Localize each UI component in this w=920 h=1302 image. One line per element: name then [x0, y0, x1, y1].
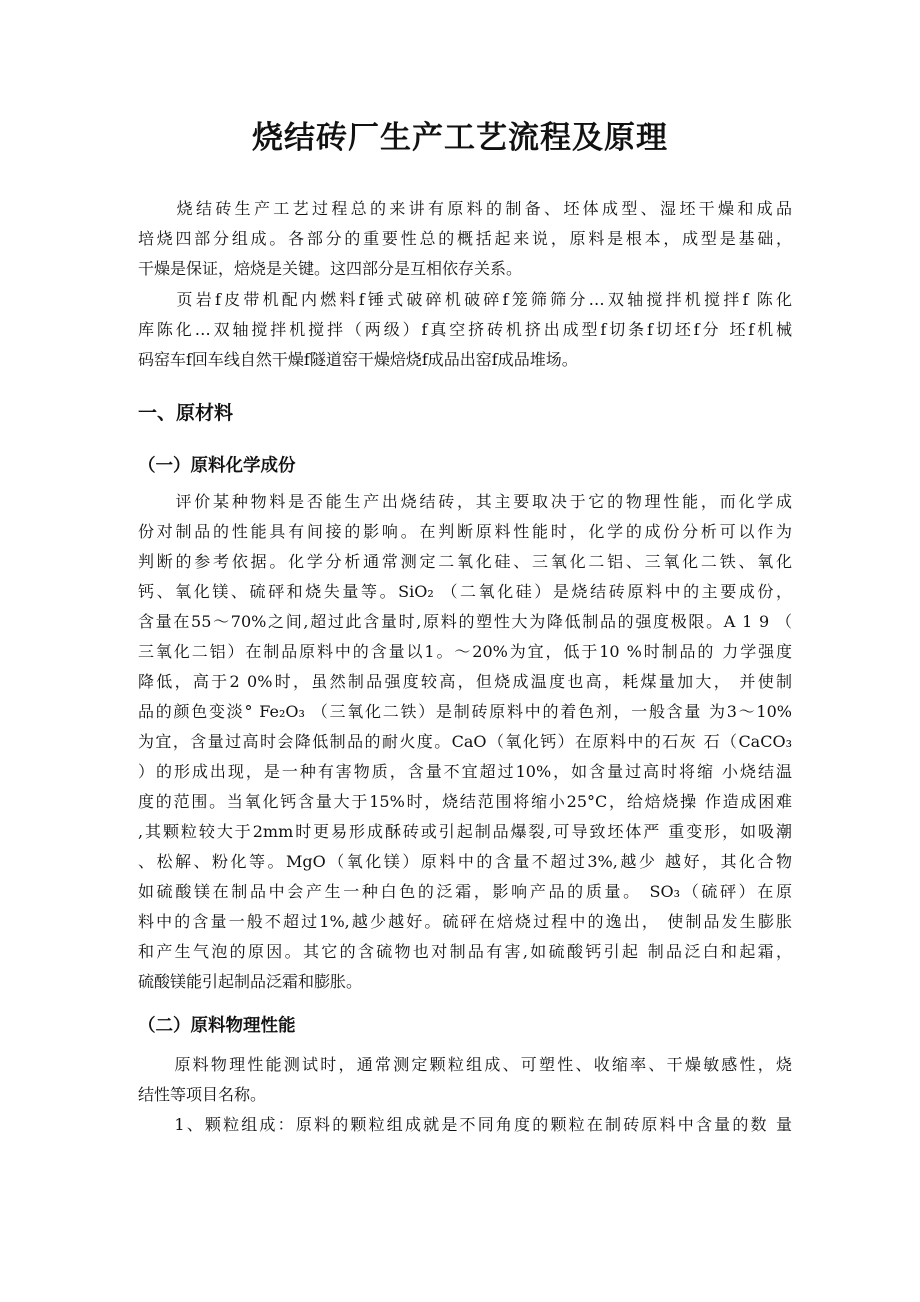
- document-title: 烧结砖厂生产工艺流程及原理: [252, 120, 668, 156]
- text-line: 度的范围。当氧化钙含量大于15%时，烧结范围将缩小25°C，给焙烧操 作造成困难: [138, 792, 792, 811]
- text-line: 料中的含量一般不超过1%,越少越好。硫砰在焙烧过程中的逸出， 使制品发生膨胀: [138, 912, 792, 931]
- text-line: 评价某种物料是否能生产出烧结砖，其主要取决于它的物理性能，而化学成: [138, 492, 792, 511]
- text-line: 降低，高于2 0%时，虽然制品强度较高，但烧成温度也高，耗煤量加大， 并使制: [138, 672, 792, 691]
- text-line: 三氧化二铝）在制品原料中的含量以1。〜20%为宜，低于10 %时制品的 力学强度: [138, 642, 792, 661]
- intro-paragraph: [138, 194, 792, 284]
- text-line: 为宜，含量过高时会降低制品的耐火度。CaO（氧化钙）在原料中的石灰 石（CaCO₃: [138, 732, 792, 751]
- physical-properties-paragraph: [138, 1050, 792, 1140]
- text-line: 和产生气泡的原因。其它的含硫物也对制品有害,如硫酸钙引起 制品泛白和起霜，: [138, 942, 792, 961]
- text-line: 库陈化…双轴搅拌机搅拌（两级）f真空挤砖机挤出成型f切条f切坯f分 坯f机械: [138, 320, 792, 339]
- text-line: 1、颗粒组成：原料的颗粒组成就是不同角度的颗粒在制砖原料中含量的数 量: [138, 1115, 792, 1134]
- text-line: 钙、氧化镁、硫砰和烧失量等。SiO₂ （二氧化硅）是烧结砖原料中的主要成份，: [138, 582, 792, 601]
- subsection-heading-chemical: （一）原料化学成份: [138, 456, 296, 476]
- text-line: ）的形成出现，是一种有害物质，含量不宜超过10%，如含量过高时将缩 小烧结温: [138, 762, 792, 781]
- text-line: 、松解、粉化等。MgO（氧化镁）原料中的含量不超过3%,越少 越好，其化合物: [138, 852, 792, 871]
- text-line: 码窑车f回车线自然干燥f隧道窑干燥焙烧f成品出窑f成品堆场。: [138, 350, 578, 369]
- text-line: 结性等项目名称。: [138, 1085, 267, 1104]
- subsection-heading-physical: （二）原料物理性能: [138, 1016, 296, 1036]
- chemical-composition-paragraph: [138, 487, 792, 997]
- text-line: 含量在55〜70%之间,超过此含量时,原料的塑性大为降低制品的强度极限。A 1 9 （: [138, 612, 792, 631]
- text-line: 判断的参考依据。化学分析通常测定二氧化硅、三氧化二铝、三氧化二铁、氧化: [138, 552, 792, 571]
- text-line: ,其颗粒较大于2mm时更易形成酥砖或引起制品爆裂,可导致坯体严 重变形，如吸潮: [138, 822, 792, 841]
- text-line: 干燥是保证，焙烧是关键。这四部分是互相依存关系。: [138, 259, 523, 278]
- text-line: 硫酸镁能引起制品泛霜和膨胀。: [138, 972, 363, 991]
- text-line: 培烧四部分组成。各部分的重要性总的概括起来说，原料是根本，成型是基础，: [138, 229, 792, 248]
- text-line: 页岩f皮带机配内燃料f锤式破碎机破碎f笼筛筛分…双轴搅拌机搅拌f 陈化: [138, 290, 792, 309]
- text-line: 品的颜色变淡° Fe₂O₃ （三氧化二铁）是制砖原料中的着色剂，一般含量 为3〜10%: [138, 702, 792, 721]
- text-line: 原料物理性能测试时，通常测定颗粒组成、可塑性、收缩率、干燥敏感性，烧: [138, 1055, 792, 1074]
- section-heading: 一、原材料: [138, 402, 234, 424]
- text-line: 份对制品的性能具有间接的影响。在判断原料性能时，化学的成份分析可以作为: [138, 522, 792, 541]
- text-line: 烧结砖生产工艺过程总的来讲有原料的制备、坯体成型、湿坯干燥和成品: [138, 199, 792, 218]
- process-flow-paragraph: [138, 285, 792, 375]
- text-line: 如硫酸镁在制品中会产生一种白色的泛霜，影响产品的质量。 SO₃（硫砰）在原: [138, 882, 792, 901]
